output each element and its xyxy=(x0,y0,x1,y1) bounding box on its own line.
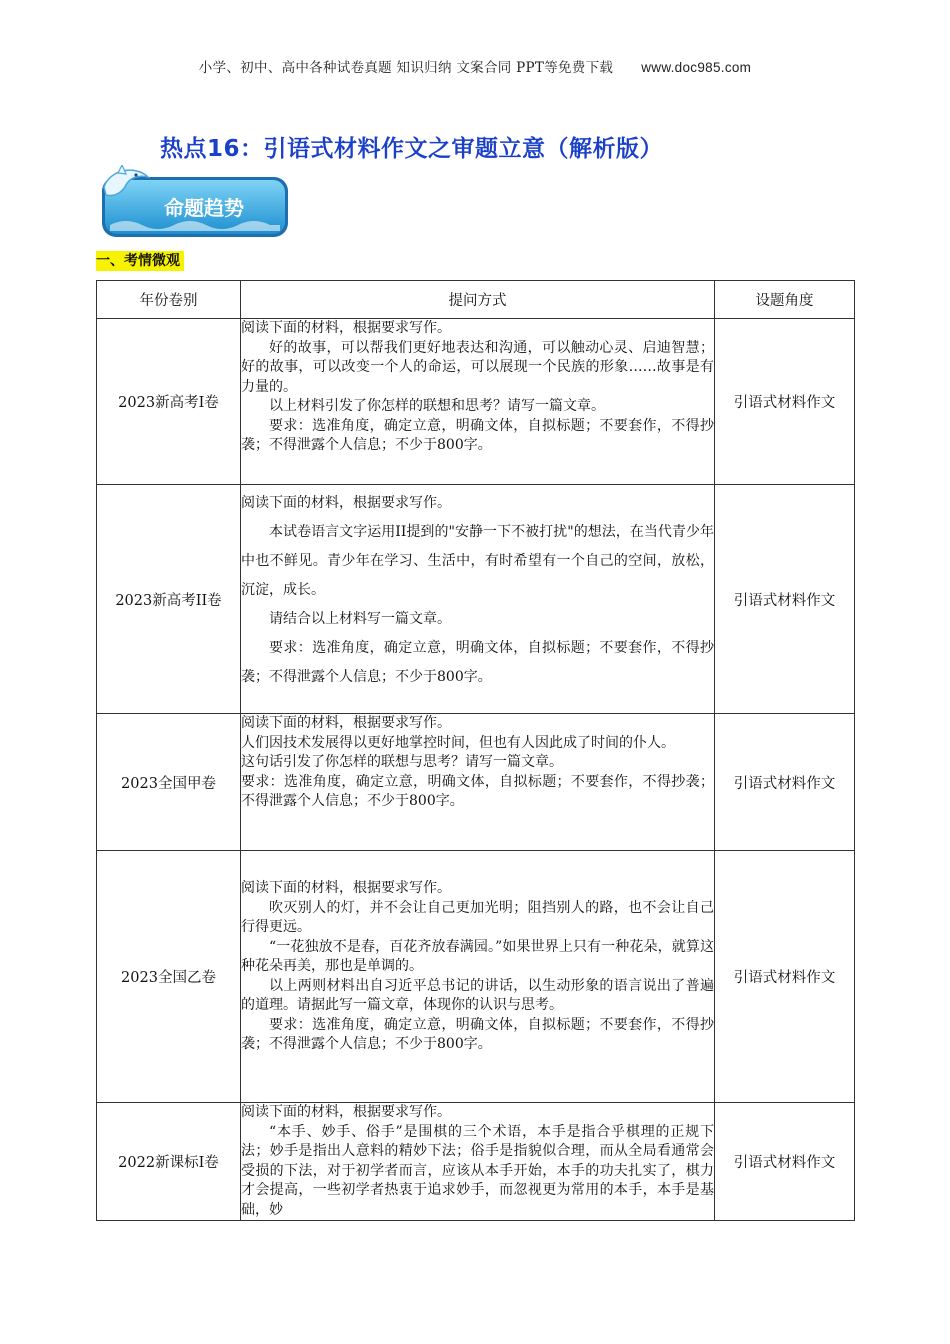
question-line: 阅读下面的材料，根据要求写作。 xyxy=(241,320,451,336)
row-question xyxy=(241,1103,715,1221)
banner-label: 命题趋势 xyxy=(164,196,244,220)
row-question xyxy=(241,319,715,485)
header-site[interactable]: www.doc985.com xyxy=(641,60,752,75)
question-line: 好的故事，可以帮我们更好地表达和沟通，可以触动心灵、启迪智慧；好的故事，可以改变一个人的命运，可以展现一个民族的形象……故事是有力量的。 xyxy=(241,339,714,395)
question-line: 人们因技术发展得以更好地掌控时间，但也有人因此成了时间的仆人。 xyxy=(241,734,675,751)
topic-trend-banner xyxy=(96,165,296,245)
page-title: 热点16：引语式材料作文之审题立意（解析版） xyxy=(160,136,664,162)
question-line: “本手、妙手、俗手”是围棋的三个术语，本手是指合乎棋理的正规下法；妙手是指出人意料的精妙下法；俗手是指貌似合理，而从全局看通常会受损的下法，对于初学者而言，应该从本手开始，本手的功夫扎实了，棋力才会提高，一些初学者热衷于追求妙手，而忽视更为常用的本手，本手是基础，妙 xyxy=(241,1123,714,1217)
question-line: 以上两则材料出自习近平总书记的讲话，以生动形象的语言说出了普遍的道理。请据此写一篇文章，体现你的认识与思考。 xyxy=(241,977,714,1013)
table-row xyxy=(97,485,855,714)
row-question xyxy=(241,851,715,1103)
question-line: 阅读下面的材料，根据要求写作。 xyxy=(241,1104,451,1120)
question-line: 要求：选准角度，确定立意，明确文体，自拟标题；不要套作，不得抄袭；不得泄露个人信息；不少于800字。 xyxy=(241,1016,714,1052)
question-line: 阅读下面的材料，根据要求写作。 xyxy=(241,880,451,896)
page-header xyxy=(0,56,950,76)
row-year: 2023新高考I卷 xyxy=(97,319,241,485)
question-line: 吹灭别人的灯，并不会让自己更加光明；阻挡别人的路，也不会让自己行得更远。 xyxy=(241,899,714,935)
row-angle: 引语式材料作文 xyxy=(715,714,855,851)
question-line: 要求：选准角度，确定立意，明确文体，自拟标题；不要套作，不得抄袭；不得泄露个人信息；不少于800字。 xyxy=(241,773,714,809)
question-line: 本试卷语言文字运用II提到的"安静一下不被打扰"的想法，在当代青少年中也不鲜见。青少年在学习、生活中，有时希望有一个自己的空间，放松，沉淀，成长。 xyxy=(241,524,714,598)
question-line: 要求：选准角度，确定立意，明确文体，自拟标题；不要套作，不得抄袭；不得泄露个人信息；不少于800字。 xyxy=(241,640,714,685)
header-angle: 设题角度 xyxy=(715,281,855,319)
row-year: 2023新高考II卷 xyxy=(97,485,241,714)
question-line: 要求：选准角度，确定立意，明确文体，自拟标题；不要套作，不得抄袭；不得泄露个人信息；不少于800字。 xyxy=(241,417,714,453)
row-angle: 引语式材料作文 xyxy=(715,319,855,485)
table-row xyxy=(97,851,855,1103)
header-question: 提问方式 xyxy=(241,281,715,319)
header-text: 小学、初中、高中各种试卷真题 知识归纳 文案合同 PPT等免费下载 xyxy=(198,60,614,76)
question-line: 请结合以上材料写一篇文章。 xyxy=(269,611,451,627)
exam-table xyxy=(96,280,855,1221)
question-line: “一花独放不是春，百花齐放春满园。”如果世界上只有一种花朵，就算这种花朵再美，那也是单调的。 xyxy=(241,938,714,974)
row-question xyxy=(241,714,715,851)
row-angle: 引语式材料作文 xyxy=(715,851,855,1103)
table-header-row xyxy=(97,281,855,319)
table-row xyxy=(97,319,855,485)
question-line: 以上材料引发了你怎样的联想和思考？请写一篇文章。 xyxy=(269,398,605,414)
row-question xyxy=(241,485,715,714)
table-row xyxy=(97,714,855,851)
section-heading: 一、考情微观 xyxy=(96,251,184,271)
row-year: 2023全国乙卷 xyxy=(97,851,241,1103)
row-angle: 引语式材料作文 xyxy=(715,1103,855,1221)
question-line: 阅读下面的材料，根据要求写作。 xyxy=(241,715,451,731)
row-angle: 引语式材料作文 xyxy=(715,485,855,714)
row-year: 2023全国甲卷 xyxy=(97,714,241,851)
row-year: 2022新课标I卷 xyxy=(97,1103,241,1221)
header-year: 年份卷别 xyxy=(97,281,241,319)
question-line: 阅读下面的材料，根据要求写作。 xyxy=(241,495,451,511)
question-line: 这句话引发了你怎样的联想与思考？请写一篇文章。 xyxy=(241,754,563,770)
table-row xyxy=(97,1103,855,1221)
